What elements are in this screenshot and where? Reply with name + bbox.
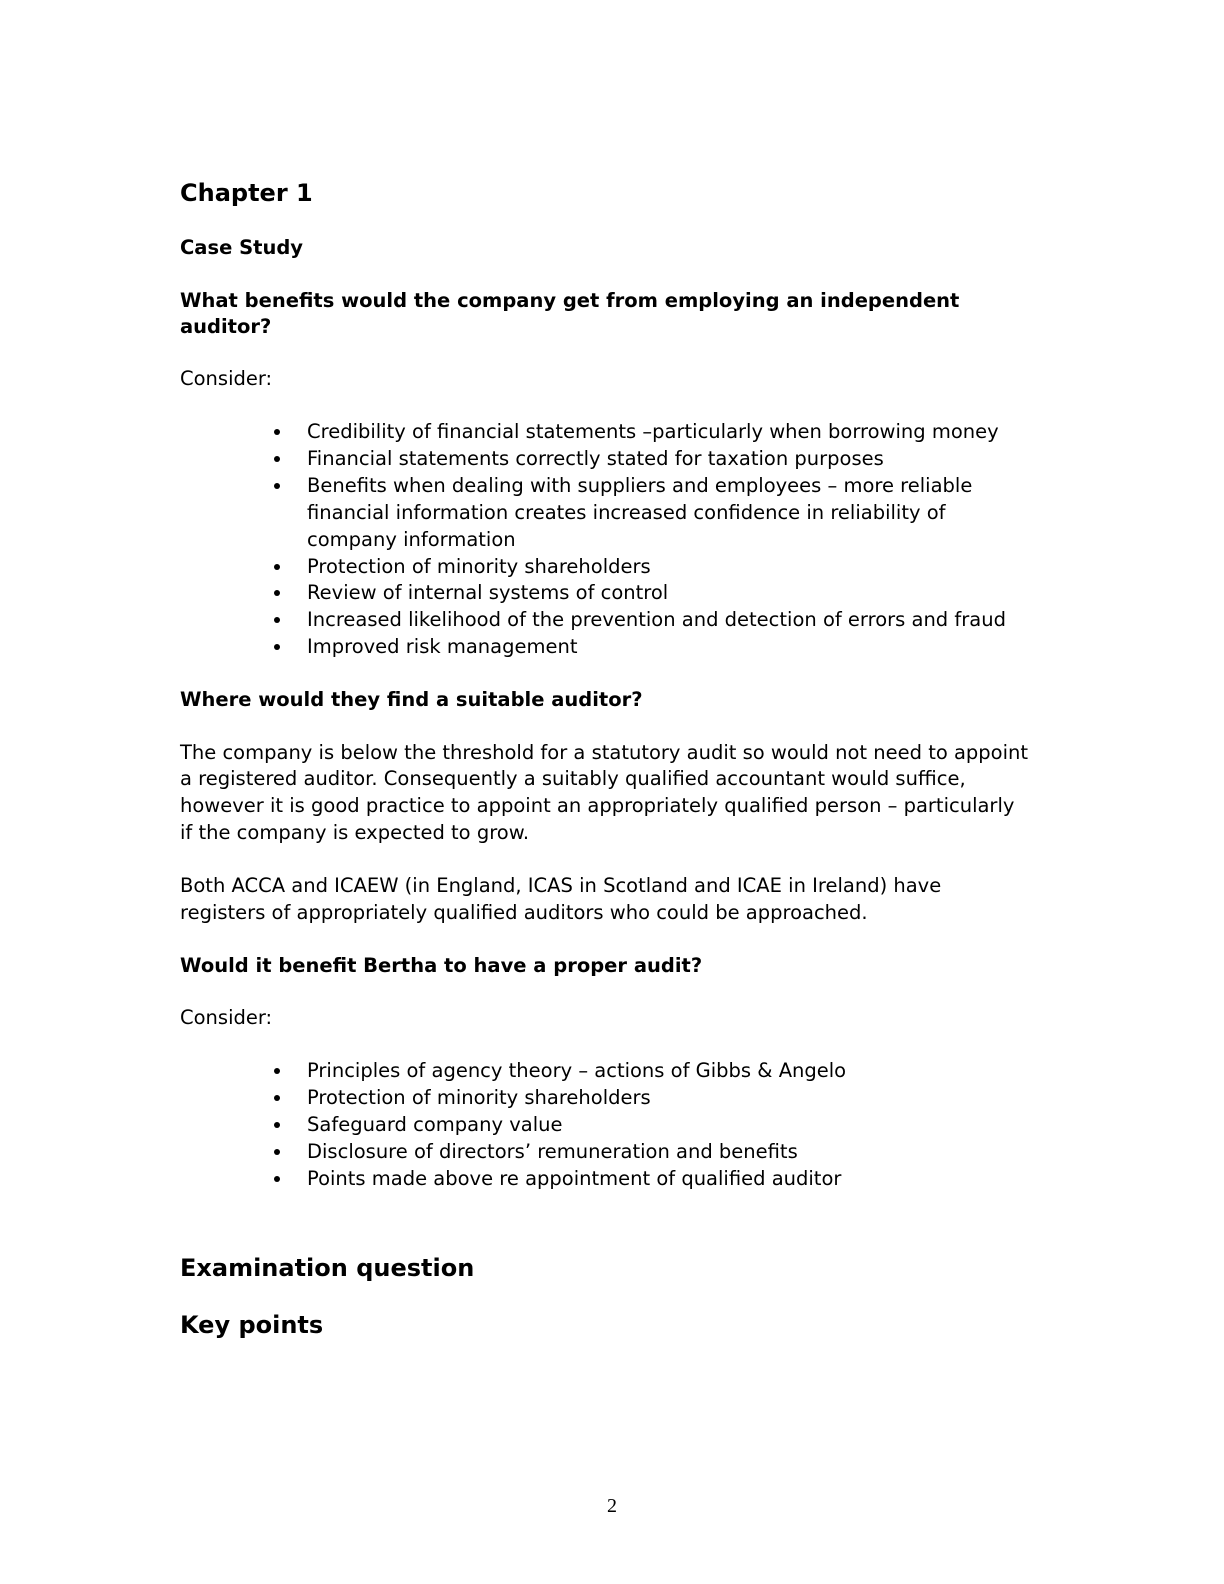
list-item: • Increased likelihood of the prevention and detection of errors and fraud	[293, 607, 1032, 634]
list-item: • Principles of agency theory – actions of Gibbs & Angelo	[293, 1058, 1032, 1085]
document-content	[180, 178, 1032, 1367]
list-item: • Disclosure of directors’ remuneration and benefits	[293, 1139, 1032, 1166]
list-item: • Financial statements correctly stated for taxation purposes	[293, 446, 1032, 473]
list-item: • Protection of minority shareholders	[293, 1085, 1032, 1112]
page-number: 2	[607, 1495, 617, 1517]
list-item: • Credibility of financial statements –particularly when borrowing money	[293, 419, 1032, 446]
consider-label-2: Consider:	[180, 1006, 273, 1030]
section-spacer	[180, 1219, 1032, 1253]
question-heading-find-auditor: Where would they find a suitable auditor?	[180, 688, 643, 712]
list-item: • Protection of minority shareholders	[293, 554, 1032, 581]
list-item: • Review of internal systems of control	[293, 580, 1032, 607]
question-heading-bertha: Would it benefit Bertha to have a proper audit?	[180, 953, 703, 977]
question-heading-benefits: What benefits would the company get from employing an independent auditor?	[180, 288, 960, 338]
key-points-heading: Key points	[180, 1310, 324, 1339]
paragraph-threshold: The company is below the threshold for a statutory audit so would not need to appoint a registered auditor. Consequently a suitably qualified accountant would suffice, however it is good practice to appoint an appropriately qualified person – particularly if the company is expected to grow.	[180, 740, 1029, 845]
examination-question-heading: Examination question	[180, 1253, 475, 1282]
benefits-bullet-list	[180, 419, 1032, 661]
list-item: • Safeguard company value	[293, 1112, 1032, 1139]
paragraph-registers: Both ACCA and ICAEW (in England, ICAS in Scotland and ICAE in Ireland) have registers of appropriately qualified auditors who could be approached.	[180, 874, 942, 925]
case-study-heading: Case Study	[180, 236, 304, 260]
chapter-heading: Chapter 1	[180, 179, 313, 207]
list-item: • Benefits when dealing with suppliers and employees – more reliable financial information creates increased confidence in reliability of company information	[293, 473, 1032, 554]
list-item: • Improved risk management	[293, 634, 1032, 661]
list-item: • Points made above re appointment of qualified auditor	[293, 1166, 1032, 1193]
audit-benefit-bullet-list	[180, 1058, 1032, 1193]
consider-label-1: Consider:	[180, 367, 273, 391]
